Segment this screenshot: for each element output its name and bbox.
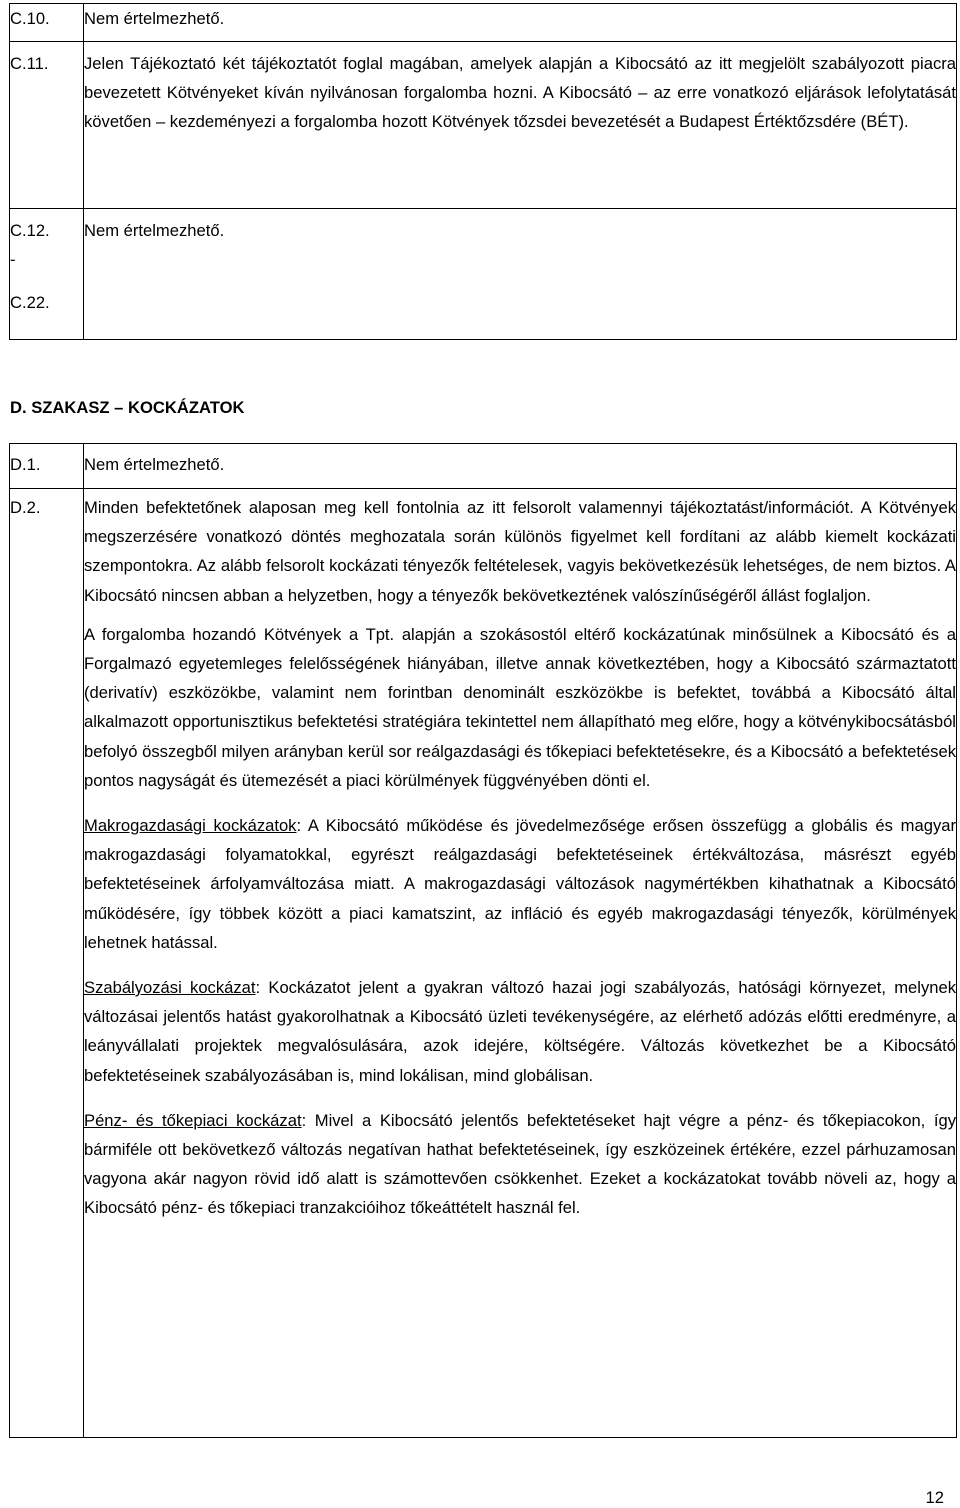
section-heading: D. SZAKASZ – KOCKÁZATOK [10,398,245,417]
section-c-table [9,3,957,340]
risk-market [84,1106,956,1223]
table-row [10,489,957,1438]
risk-regulatory-title: Szabályozási kockázat [84,978,256,998]
row-text: Nem értelmezhető. [84,455,225,474]
risk-general: A forgalomba hozandó Kötvények a Tpt. alapján a szokásostól eltérő kockázatúnak minősülnek a Kibocsátó és a Forgalmazó egyetemleges felelősségének hiányában, illetve annak következtében, hogy a Kibocsátó származtatott (derivatív) eszközökbe, valamint nem forintban denominált eszközökbe is befektet, továbbá a Kibocsátó által alkalmazott opportunisztikus befektetési stratégiára tekintettel nem állapítható meg előre, hogy a kötvénykibocsátásból befolyó összegből milyen arányban kerül sor reálgazdasági és tőkepiaci befektetésekre, és a Kibocsátó a befektetések pontos nagyságát és ütemezését a piaci körülmények függvényében dönti el. [84,624,956,790]
risk-regulatory-text: : Kockázatot jelent a gyakran változó hazai jogi szabályozás, hatósági környezet, melynek változásai jelentős hatást gyakorolhatnak a Kibocsátó üzleti tevékenységére, az elérhető adózás előtti eredményre, a leányvállalati projektek megvalósulására, azok idejére, költségére. Változás következhet be a Kibocsátó befektetéseinek szabályozásában is, mind lokálisan, mind globálisan. [84,978,956,1085]
row-text: Nem értelmezhető. [84,221,225,240]
row-text-cell [84,444,957,489]
row-code-end: C.22. [10,293,50,312]
risk-market-text: : Mivel a Kibocsátó jelentős befektetéseket hajt végre a pénz- és tőkepiacokon, így bármiféle ott bekövetkező változás negatívan hathat befektetéseinek, így eszközeinek értékére, ezzel párhuzamosan vagyona akár nagyon rövid idő alatt is számottevően csökkenhet. Ezeket a kockázatokat tovább növeli az, hogy a Kibocsátó pénz- és tőkepiaci tranzakcióihoz tőkeáttételt használ fel. [84,1110,956,1218]
table-row [10,42,957,209]
row-text-cell [84,489,957,1438]
row-text-cell [84,209,957,340]
risk-macro-title: Makrogazdasági kockázatok [84,816,297,836]
row-text: Nem értelmezhető. [84,9,225,28]
row-code: C.10. [10,9,50,28]
row-text: Jelen Tájékoztató két tájékoztatót foglal magában, amelyek alapján a Kibocsátó az itt megjelölt szabályozott piacra bevezetett Kötvényeket kíván nyilvánosan forgalomba hozni. A Kibocsátó – az erre vonatkozó eljárások lefolytatását követően – kezdeményezi a forgalomba hozott Kötvények tőzsdei bevezetését a Budapest Értéktőzsdére (BÉT). [84,54,956,132]
table-row [10,209,957,340]
risk-macro-text: : A Kibocsátó működése és jövedelmezősége erősen összefügg a globális és magyar makrogazdasági folyamatokkal, egyrészt reálgazdasági befektetéseinek értékváltozása, másrészt egyéb befektetéseinek árfolyamváltozása miatt. A makrogazdasági változások nagymértékben kihathatnak a Kibocsátó működésére, így többek között a piaci kamatszint, az infláció és egyéb makrogazdasági tényezők, körülmények lehetnek hatással. [84,816,957,952]
row-code-cell [10,42,84,209]
row-code-cell [10,444,84,489]
row-code: C.11. [10,54,49,73]
row-code-start: C.12. [10,221,50,240]
row-code: D.2. [10,498,41,517]
row-code: D.1. [10,455,41,474]
table-row [10,444,957,489]
row-code-cell [10,4,84,42]
risk-market-title: Pénz- és tőkepiaci kockázat [84,1110,302,1130]
risk-intro: Minden befektetőnek alaposan meg kell fontolnia az itt felsorolt valamennyi tájékoztatást/információt. A Kötvények megszerzésére vonatkozó döntés meghozatala során különös figyelmet kell fordítani az alább kiemelt kockázati szempontokra. Az alább felsorolt kockázati tényezők feltételesek, vagyis bekövetkezésük lehetséges, de nem biztos. A Kibocsátó nincsen abban a helyzetben, hogy a tényezők bekövetkeztének valószínűségéről állást foglaljon. [84,498,956,605]
table-row [10,4,957,42]
risk-macro [84,811,956,957]
row-text-cell [84,4,957,42]
row-code-cell [10,489,84,1438]
row-text-cell [84,42,957,209]
section-d-table [9,443,957,1438]
row-code-cell [10,209,84,340]
row-code-dash: - [10,250,16,269]
risk-regulatory [84,973,956,1090]
page-number: 12 [925,1488,944,1507]
